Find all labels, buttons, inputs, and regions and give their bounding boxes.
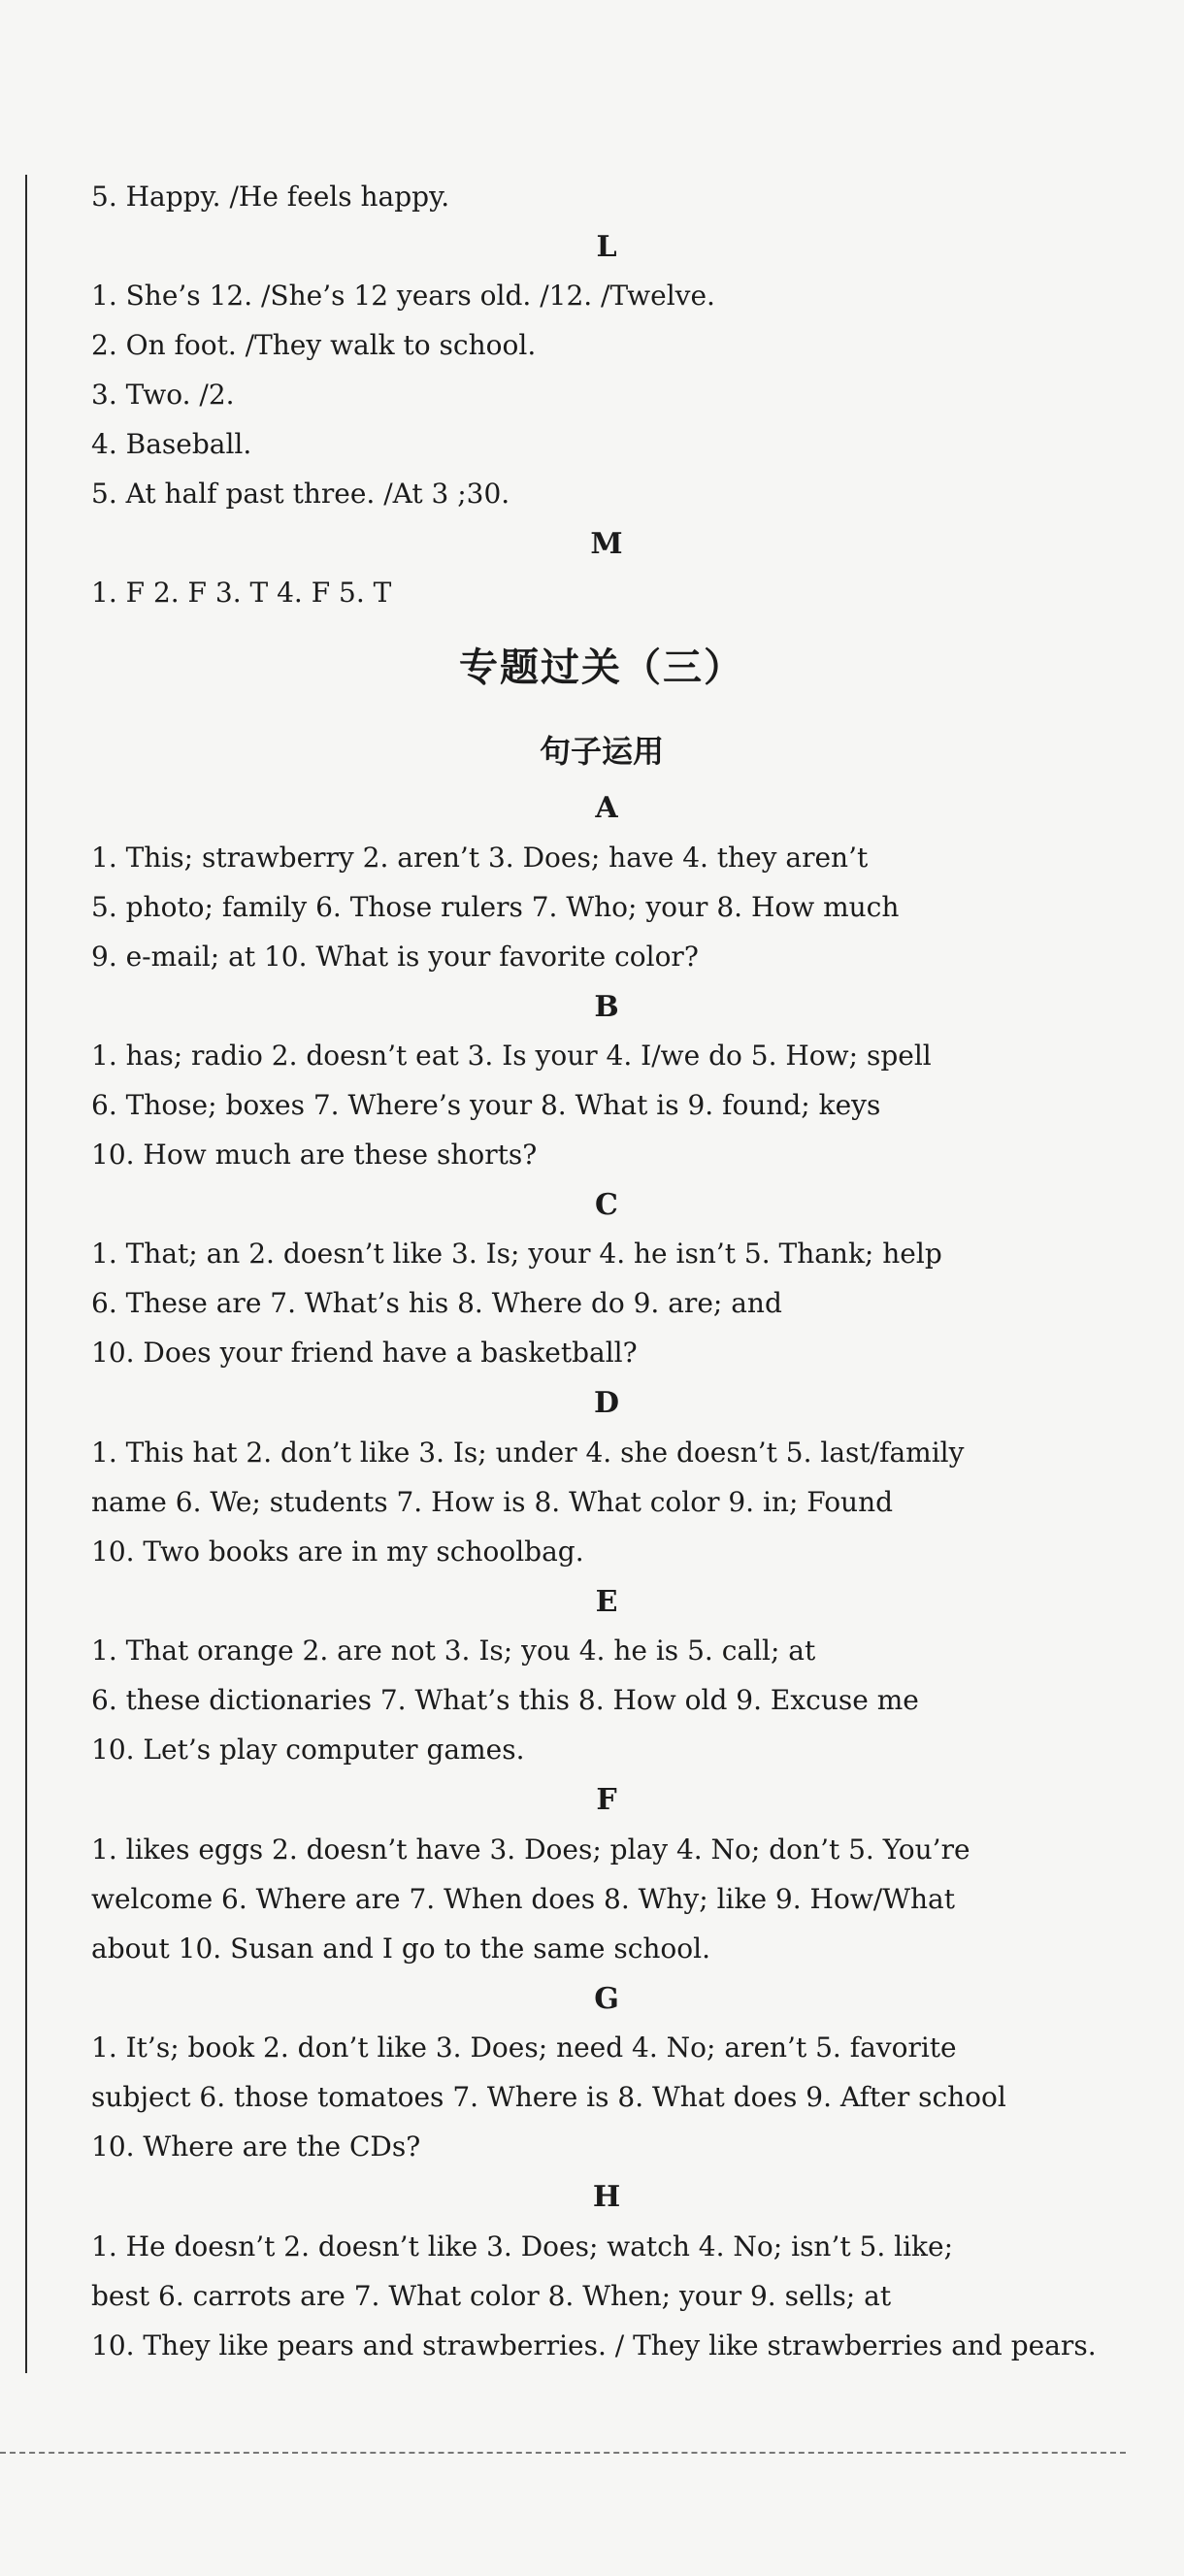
answer-line: 10. How much are these shorts? <box>91 1139 538 1171</box>
group-letter-a: A <box>595 791 618 825</box>
answer-line: name 6. We; students 7. How is 8. What color 9. in; Found <box>91 1486 894 1518</box>
bottom-dashed-divider <box>0 2452 1126 2454</box>
group-letter-b: B <box>594 990 619 1024</box>
answer-line: 6. These are 7. What’s his 8. Where do 9. are; and <box>91 1287 782 1319</box>
answer-line: 3. Two. /2. <box>91 379 235 411</box>
left-margin-rule <box>25 175 27 2373</box>
answer-line: subject 6. those tomatoes 7. Where is 8. What does 9. After school <box>91 2081 1006 2113</box>
answer-line: 6. these dictionaries 7. What’s this 8. How old 9. Excuse me <box>91 1684 919 1716</box>
answer-line: 1. This hat 2. don’t like 3. Is; under 4. she doesn’t 5. last/family <box>91 1437 965 1469</box>
section-title: 专题过关（三） <box>459 645 744 690</box>
answer-line: 10. Does your friend have a basketball? <box>91 1337 638 1369</box>
section-letter-m: M <box>590 527 623 561</box>
section-letter-l: L <box>596 230 617 264</box>
answer-line: best 6. carrots are 7. What color 8. When; your 9. sells; at <box>91 2280 892 2312</box>
group-letter-d: D <box>593 1386 619 1420</box>
group-letter-e: E <box>595 1585 618 1619</box>
answer-line: 9. e-mail; at 10. What is your favorite color? <box>91 941 699 973</box>
answer-line: about 10. Susan and I go to the same school. <box>91 1932 710 1965</box>
answer-line: 10. Two books are in my schoolbag. <box>91 1536 584 1568</box>
group-letter-c: C <box>595 1188 618 1222</box>
section-subtitle: 句子运用 <box>539 733 664 770</box>
answer-line: 1. likes eggs 2. doesn’t have 3. Does; play 4. No; don’t 5. You’re <box>91 1833 970 1866</box>
answer-line: welcome 6. Where are 7. When does 8. Why; like 9. How/What <box>91 1883 955 1915</box>
answer-line: 5. photo; family 6. Those rulers 7. Who; your 8. How much <box>91 891 900 923</box>
answer-line: 10. Where are the CDs? <box>91 2130 421 2163</box>
answer-line: 10. Let’s play computer games. <box>91 1734 525 1766</box>
answer-line: 5. Happy. /He feels happy. <box>91 181 450 213</box>
answer-line: 1. That; an 2. doesn’t like 3. Is; your 4. he isn’t 5. Thank; help <box>91 1238 942 1270</box>
answer-line: 1. It’s; book 2. don’t like 3. Does; need 4. No; aren’t 5. favorite <box>91 2031 957 2064</box>
answer-line: 10. They like pears and strawberries. / They like strawberries and pears. <box>91 2329 1097 2361</box>
answer-line: 6. Those; boxes 7. Where’s your 8. What is 9. found; keys <box>91 1089 881 1121</box>
group-letter-f: F <box>596 1783 617 1817</box>
answer-line: 1. She’s 12. /She’s 12 years old. /12. /Twelve. <box>91 280 715 312</box>
answer-line: 1. has; radio 2. doesn’t eat 3. Is your 4. I/we do 5. How; spell <box>91 1040 932 1072</box>
answer-line: 2. On foot. /They walk to school. <box>91 329 537 361</box>
answer-line: 1. That orange 2. are not 3. Is; you 4. he is 5. call; at <box>91 1635 816 1667</box>
group-letter-h: H <box>592 2180 621 2214</box>
answer-line: 5. At half past three. /At 3 ;30. <box>91 478 510 510</box>
answer-line: 4. Baseball. <box>91 428 252 460</box>
answer-line: 1. This; strawberry 2. aren’t 3. Does; have 4. they aren’t <box>91 842 869 874</box>
group-letter-g: G <box>594 1982 619 2016</box>
answer-line: 1. F 2. F 3. T 4. F 5. T <box>91 577 392 609</box>
answer-line: 1. He doesn’t 2. doesn’t like 3. Does; watch 4. No; isn’t 5. like; <box>91 2230 954 2262</box>
